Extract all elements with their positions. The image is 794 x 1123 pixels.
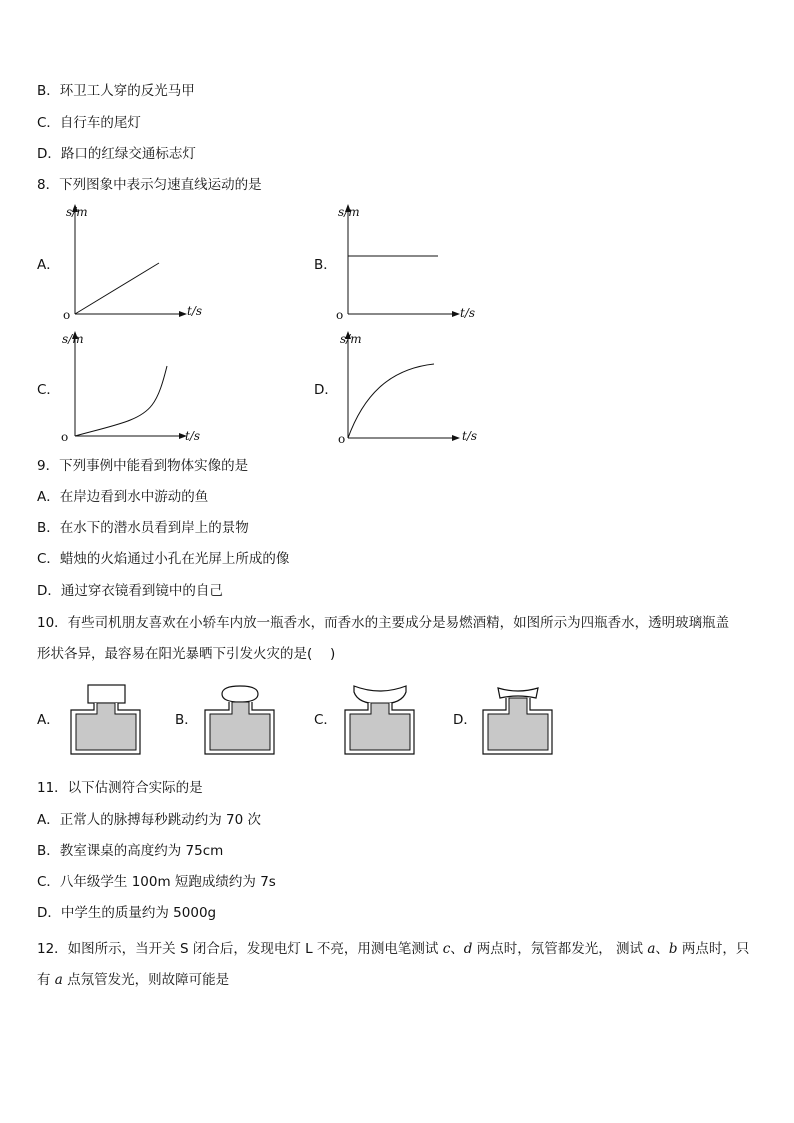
q11-option-c: C．八年级学生 100m 短跑成绩约为 7s bbox=[37, 874, 276, 890]
q8-label-c: C． bbox=[37, 382, 60, 398]
q10-bottle-b bbox=[200, 682, 280, 758]
q10-bottle-c bbox=[340, 682, 420, 758]
q12-stem: 12．如图所示，当开关 S 闭合后，发现电灯 L 不亮，用测电笔测试 c、d 两点时，氖管都发光， 测试 a、b 两点时，只有 a 点氖管发光，则故障可能是 bbox=[37, 941, 750, 988]
q8-label-d: D． bbox=[314, 382, 338, 398]
q8-b-xlabel: t/s bbox=[460, 306, 476, 320]
q8-c-origin: o bbox=[61, 430, 69, 444]
q11-option-a: A．正常人的脉搏每秒跳动约为 70 次 bbox=[37, 812, 261, 828]
q9-option-d: D．通过穿衣镜看到镜中的自己 bbox=[37, 583, 223, 599]
q8-graph-d bbox=[328, 327, 488, 449]
q9-stem: 9．下列事例中能看到物体实像的是 bbox=[37, 458, 249, 474]
q8-graph-a bbox=[55, 202, 205, 324]
q10-stem-line2: 形状各异，最容易在阳光暴晒下引发火灾的是( ) bbox=[37, 646, 336, 662]
q9-option-b: B．在水下的潜水员看到岸上的景物 bbox=[37, 520, 249, 536]
q10-stem-line1: 10．有些司机朋友喜欢在小轿车内放一瓶香水，而香水的主要成分是易燃酒精，如图所示为四瓶香水，透明玻璃瓶盖 bbox=[37, 615, 730, 631]
q10-d-fill bbox=[488, 698, 548, 750]
q9-option-a: A．在岸边看到水中游动的鱼 bbox=[37, 489, 209, 505]
q10-bottle-d bbox=[478, 682, 558, 758]
q9-option-c: C．蜡烛的火焰通过小孔在光屏上所成的像 bbox=[37, 551, 290, 567]
q7-option-c: C．自行车的尾灯 bbox=[37, 115, 141, 131]
q8-label-a: A． bbox=[37, 257, 60, 273]
q8-c-xlabel: t/s bbox=[185, 429, 201, 443]
q7-option-b: B．环卫工人穿的反光马甲 bbox=[37, 83, 195, 99]
q8-graph-c bbox=[55, 327, 205, 449]
q8-label-b: B． bbox=[314, 257, 337, 273]
q10-label-b: B． bbox=[175, 712, 198, 728]
q7-option-d: D．路口的红绿交通标志灯 bbox=[37, 146, 196, 162]
q8-a-xlabel: t/s bbox=[187, 304, 203, 318]
q8-d-ylabel: s/m bbox=[340, 332, 362, 346]
q8-c-ylabel: s/m bbox=[62, 332, 84, 346]
q8-b-ylabel: s/m bbox=[338, 205, 360, 219]
q8-a-ylabel: s/m bbox=[66, 205, 88, 219]
q8-b-origin: o bbox=[336, 308, 344, 322]
q11-option-b: B．教室课桌的高度约为 75cm bbox=[37, 843, 224, 859]
q8-stem: 8．下列图象中表示匀速直线运动的是 bbox=[37, 177, 262, 193]
q11-stem: 11．以下估测符合实际的是 bbox=[37, 780, 203, 796]
q10-label-d: D． bbox=[453, 712, 477, 728]
q8-a-origin: o bbox=[63, 308, 71, 322]
q10-bottle-a bbox=[66, 682, 146, 758]
q11-option-d: D．中学生的质量约为 5000g bbox=[37, 905, 217, 921]
q10-label-a: A． bbox=[37, 712, 60, 728]
q8-graph-b bbox=[328, 202, 488, 324]
q8-d-xlabel: t/s bbox=[462, 429, 478, 443]
q10-b-fill bbox=[210, 702, 270, 750]
q10-label-c: C． bbox=[314, 712, 337, 728]
q8-d-origin: o bbox=[338, 432, 346, 446]
